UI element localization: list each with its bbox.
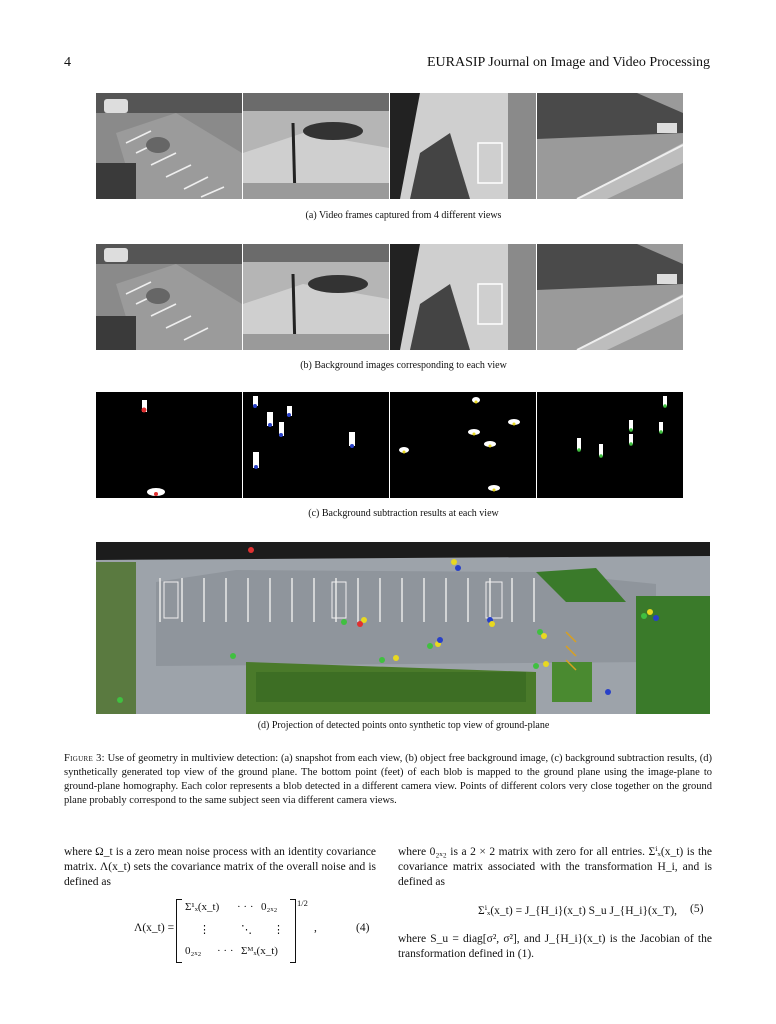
subtraction-result-view-2 [243,392,389,498]
matrix-cell-22: ⋱ [241,924,252,936]
figure-caption [64,752,712,808]
equation-4-lhs: Λ(x_t) = [134,922,175,934]
subtraction-result-view-1 [96,392,242,498]
matrix-cell-21: ⋮ [199,924,210,936]
video-frame-view-4 [537,93,683,199]
subtraction-result-view-4 [537,392,683,498]
background-image-view-3 [390,244,536,350]
subtraction-result-view-3 [390,392,536,498]
figure-caption-text: Use of geometry in multiview detection: (a) snapshot from each view, (b) object free background image, (c) background subtraction results, (d) synthetically generated top view of the ground plane. The bottom point (feet) of each blob is mapped to the ground plane using the image-plane to ground-plane homography. Each color represents a blob detected in a different camera view. Points of different colors very close together on the ground plane probably correspond to the same subject seen via different camera views. [64,753,712,806]
subcaption-b: (b) Background images corresponding to each view [300,360,507,371]
video-frame-view-1 [96,93,242,199]
matrix-cell-32: · · · [217,945,234,957]
matrix-power: 1/2 [297,898,308,908]
equation-4-number: (4) [356,922,370,934]
matrix-cell-12: · · · [237,901,254,913]
equation-5-number: (5) [690,903,704,915]
figure-row-video-frames [96,93,711,199]
matrix-cell-11: Σ¹ₓ(x_t) [185,901,220,913]
synthetic-top-view [96,542,710,714]
journal-title: EURASIP Journal on Image and Video Processing [426,55,710,70]
left-column-paragraph: where Ω_t is a zero mean noise process with an identity covariance matrix. Λ(x_t) sets the covariance matrix of the overall noise and is defined as [64,846,376,888]
matrix-cell-33: Σᴹₓ(x_t) [241,945,278,957]
right-column-paragraph-1: where 0₂ₓ₂ is a 2 × 2 matrix with zero for all entries. Σⁱₓ(x_t) is the covariance matrix associated with the transformation H_i, and is defined as [398,846,712,888]
subcaption-a: (a) Video frames captured from 4 different views [305,210,502,221]
equation-4-comma: , [314,922,317,934]
matrix-cell-31: 0₂ₓ₂ [185,945,202,957]
right-column-paragraph-2: where S_u = diag[σ², σ²], and J_{H_i}(x_t) is the Jacobian of the transformation defined in (1). [398,933,712,960]
figure-row-background-images [96,244,711,350]
matrix-cell-13: 0₂ₓ₂ [261,901,278,913]
figure-row-background-subtraction [96,392,711,498]
matrix-cell-23: ⋮ [273,924,284,936]
figure-caption-label: Figure 3: [64,753,105,764]
video-frame-view-2 [243,93,389,199]
equation-5: Σⁱₓ(x_t) = J_{H_i}(x_t) S_u J_{H_i}(x_T), [478,905,678,917]
background-image-view-4 [537,244,683,350]
subcaption-c: (c) Background subtraction results at each view [308,508,499,519]
covariance-matrix [176,899,296,963]
background-image-view-1 [96,244,242,350]
page-number: 4 [64,55,71,70]
background-image-view-2 [243,244,389,350]
video-frame-view-3 [390,93,536,199]
subcaption-d: (d) Projection of detected points onto synthetic top view of ground-plane [257,720,550,731]
